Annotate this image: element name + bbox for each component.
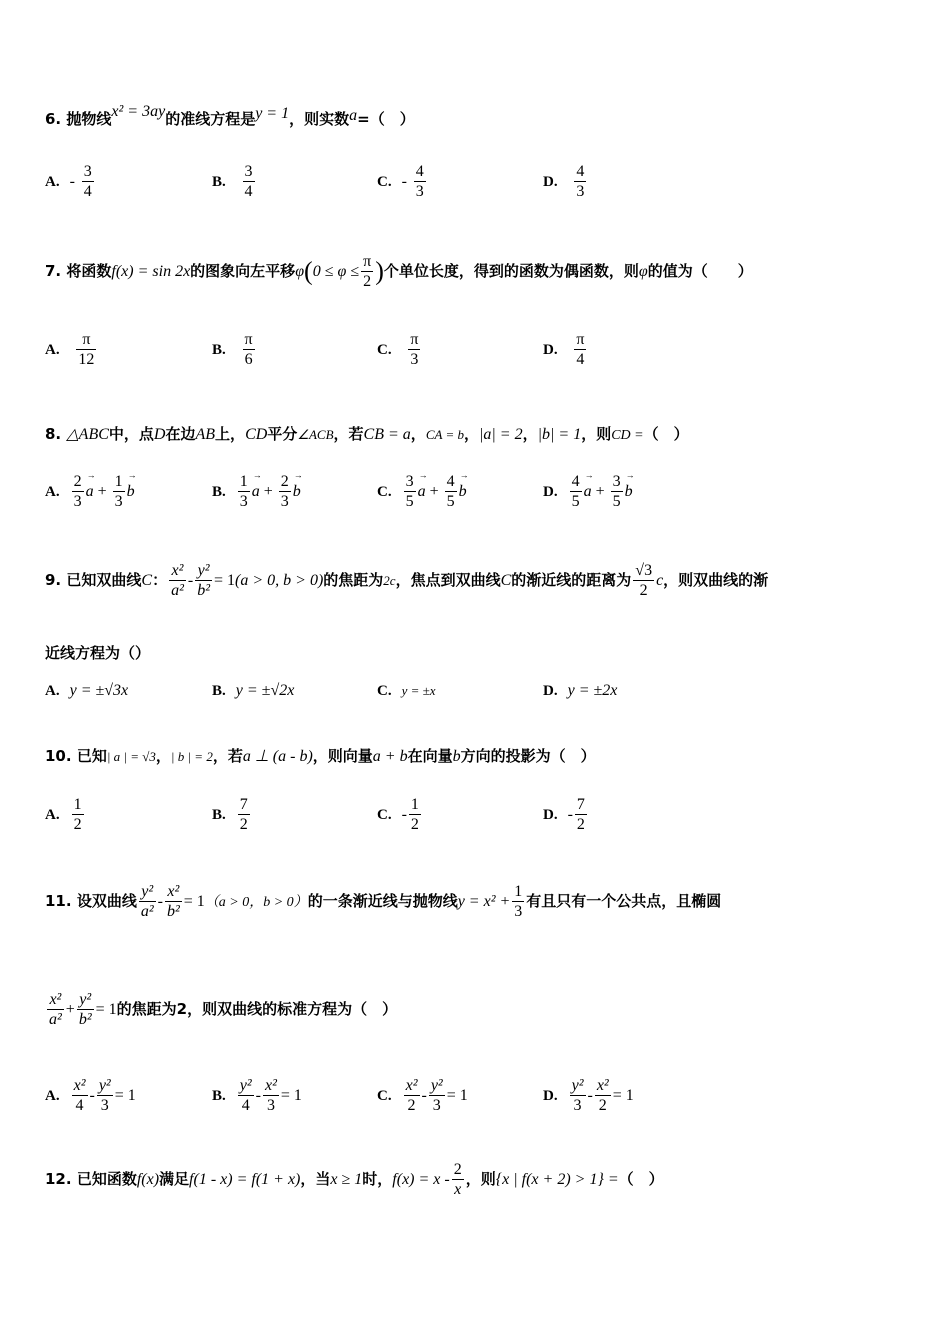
question-8: 8. △ABC中，点D在边AB上，CD平分∠ACB，若CB = a，CA = b，|a| = 2，|b| = 1，则CD =（ ） [45,425,689,443]
option-b[interactable]: B. $\frac{1}{3}$ → a + $\frac{2}{3}$ → b [212,472,301,511]
question-number: 6. [45,110,62,128]
question-6: 6. 抛物线x² = 3ay的准线方程是y = 1，则实数a=（ ） [45,103,415,128]
question-10: 10. 已知| a | = √3，| b | = 2，若a ⊥ (a - b)，则向量a + b在向量b方向的投影为（ ） [45,747,596,765]
question-number: 11. [45,892,72,910]
option-c[interactable]: C. - $\frac{1}{2}$ [377,796,419,833]
fraction: $\frac{\pi}{3}$ [410,331,419,368]
option-a[interactable]: A. $\frac{1}{2}$ [45,796,82,833]
option-b[interactable]: B. $\frac{7}{2}$ [212,796,248,833]
option-b[interactable]: B. $\frac{\pi}{6}$ [212,331,253,368]
question-12: 12. 已知函数f(x)满足f(1 - x) = f(1 + x)，当x ≥ 1时，f(x) = x - $\frac{2}{x}$ ，则{x | f(x + 2) > 1} =（ ） [45,1161,664,1198]
option-c[interactable]: C. $\frac{\pi}{3}$ [377,331,419,368]
fraction: $\frac{\pi}{2}$ [363,253,372,290]
option-d[interactable]: D. $\frac{4}{5}$ → a + $\frac{3}{5}$ → b [543,472,633,511]
math-expression: f(x) = sin 2x [111,263,191,280]
question-number: 12. [45,1170,72,1188]
question-9-continued: 近线方程为（） [45,644,151,662]
question-9: 9. 已知双曲线C： $\frac{\text{x²}}{\text{a²}}$ - $\frac{\text{y²}}{\text{b²}}$ = 1(a > 0, b > 0)的焦距为2c，焦点到双曲线C的渐近线的距离为 $\frac{√3}{2}$ c，则双曲线的渐 [45,562,769,599]
question-number: 8. [45,425,62,443]
option-c[interactable]: C. - $\frac{4}{3}$ [377,163,424,200]
option-c[interactable]: C. $\frac{3}{5}$ → a + $\frac{4}{5}$ → b [377,472,467,511]
option-a[interactable]: A. - $\frac{3}{4}$ [45,163,92,200]
option-b[interactable]: B. $\frac{\text{y²}}{4}$ - $\frac{\text{x²}}{3}$ = 1 [212,1077,302,1114]
question-7: 7. 将函数f(x) = sin 2x的图象向左平移φ(0 ≤ φ ≤ $\frac{\pi}{2}$ )个单位长度，得到的函数为偶函数，则φ的值为（ ） [45,253,753,290]
option-c[interactable]: C. $\frac{\text{x²}}{2}$ - $\frac{\text{y²}}{3}$ = 1 [377,1077,468,1114]
fraction: $\frac{\pi}{12}$ [78,331,95,368]
option-c[interactable]: C. y = ±x [377,683,436,699]
question-number: 7. [45,262,62,280]
option-d[interactable]: D. $\frac{\text{y²}}{3}$ - $\frac{\text{x²}}{2}$ = 1 [543,1077,634,1114]
option-a[interactable]: A. $\frac{2}{3}$ → a + $\frac{1}{3}$ → b [45,472,135,511]
fraction: $\frac{3}{4}$ [244,163,253,200]
option-d[interactable]: D. $\frac{4}{3}$ [543,163,585,200]
option-a[interactable]: A. $\frac{\text{x²}}{4}$ - $\frac{\text{y²}}{3}$ = 1 [45,1077,136,1114]
question-number: 10. [45,747,72,765]
option-d[interactable]: D. - $\frac{7}{2}$ [543,796,585,833]
option-a[interactable]: A. y = ±√3x [45,682,129,699]
fraction: $\frac{4}{3}$ [415,163,424,200]
fraction: $\frac{\pi}{6}$ [244,331,253,368]
fraction: $\frac{\pi}{4}$ [576,331,585,368]
question-number: 9. [45,571,62,589]
question-11-continued: $\frac{\text{x²}}{\text{a²}}$ + $\frac{\text{y²}}{\text{b²}}$ = 1的焦距为2，则双曲线的标准方程为（ ） [49,991,398,1028]
option-b[interactable]: B. y = ±√2x [212,682,295,699]
fraction: $\frac{3}{4}$ [83,163,92,200]
question-11: 11. 设双曲线 $\frac{\text{y²}}{\text{a²}}$ - $\frac{\text{x²}}{\text{b²}}$ = 1（a > 0，b > 0）的一条渐近线与抛物线y = x² + $\frac{1}{3}$ 有且只有一个公共点，且椭圆 [45,883,722,920]
math-expression: x² = 3ay [111,103,166,120]
option-a[interactable]: A. $\frac{\pi}{12}$ [45,331,95,368]
option-b[interactable]: B. $\frac{3}{4}$ [212,163,253,200]
option-d[interactable]: D. $\frac{\pi}{4}$ [543,331,585,368]
fraction: $\frac{4}{3}$ [576,163,585,200]
math-expression: y = 1 [255,105,290,122]
option-d[interactable]: D. y = ±2x [543,682,618,699]
